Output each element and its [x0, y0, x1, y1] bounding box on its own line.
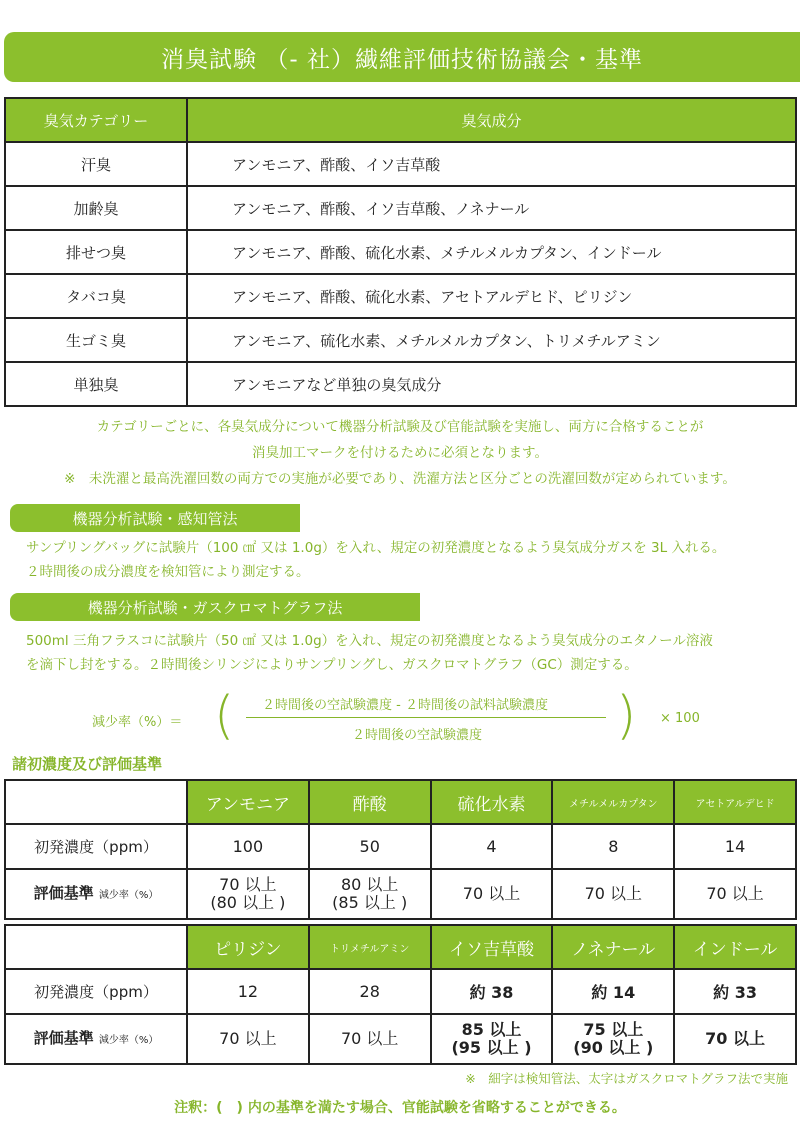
category-cell: 排せつ臭 [5, 230, 187, 274]
row-label [5, 1014, 187, 1064]
header-cell: 硫化水素 [431, 780, 553, 824]
components-cell: アンモニア、酢酸、硫化水素、メチルメルカプタン、インドール [187, 230, 796, 274]
header-cell: アンモニア [187, 780, 309, 824]
components-cell: アンモニア、酢酸、イソ吉草酸、ノネナール [187, 186, 796, 230]
section1-line-1: サンプリングバッグに試験片（100 ㎠ 又は 1.0g）を入れ、規定の初発濃度となるよう臭気成分ガスを 3L 入れる。 [26, 540, 726, 556]
header-cell: トリメチルアミン [309, 925, 431, 969]
criteria-main: 70 以上 [219, 875, 277, 894]
criteria-row [5, 1014, 796, 1064]
note-line-1: カテゴリーごとに、各臭気成分について機器分析試験及び官能試験を実施し、両方に合格することが [96, 419, 704, 435]
row-label: 初発濃度（ppm） [5, 969, 187, 1014]
fraction-bar [246, 717, 606, 718]
header-cell: ピリジン [187, 925, 309, 969]
footnote-method: ※ 細字は検知管法、太字はガスクロマトグラフ法で実施 [465, 1071, 788, 1086]
section2-line-1: 500ml 三角フラスコに試験片（50 ㎠ 又は 1.0g）を入れ、規定の初発濃度となるよう臭気成分のエタノール溶液 [26, 633, 713, 649]
eval-table-1 [4, 779, 797, 920]
criteria-main: 70 以上 [462, 884, 521, 903]
section1-line-2: ２時間後の成分濃度を検知管により測定する。 [26, 564, 310, 580]
section-heading-detector-tube: 機器分析試験・感知管法 [10, 504, 300, 532]
components-cell: アンモニア、硫化水素、メチルメルカプタン、トリメチルアミン [187, 318, 796, 362]
row-label: 初発濃度（ppm） [5, 824, 187, 869]
open-paren: ( [214, 686, 235, 746]
blank-cell [5, 925, 187, 969]
header-components: 臭気成分 [187, 98, 796, 142]
value-cell: 4 [431, 824, 553, 869]
category-cell: 単独臭 [5, 362, 187, 406]
header-category: 臭気カテゴリー [5, 98, 187, 142]
value-cell: 50 [309, 824, 431, 869]
formula-multiplier: × 100 [660, 711, 700, 726]
criteria-sublabel: 減少率（%） [98, 889, 159, 901]
eval-header-row [5, 780, 796, 824]
value-cell: 約 14 [552, 969, 674, 1014]
section-heading-gas-chromatography: 機器分析試験・ガスクロマトグラフ法 [10, 593, 420, 621]
category-cell: タバコ臭 [5, 274, 187, 318]
table-row [5, 186, 796, 230]
criteria-alt: (95 以上 ) [451, 1038, 532, 1057]
header-cell: インドール [674, 925, 796, 969]
eval-heading: 諸初濃度及び評価基準 [12, 755, 163, 773]
blank-cell [5, 780, 187, 824]
table-row [5, 362, 796, 406]
criteria-main: 85 以上 [461, 1020, 522, 1039]
header-cell: メチルメルカプタン [552, 780, 674, 824]
table-row [5, 318, 796, 362]
eval-header-row [5, 925, 796, 969]
criteria-sublabel: 減少率（%） [98, 1034, 159, 1046]
criteria-label: 評価基準 [33, 883, 94, 902]
eval-table-2 [4, 924, 797, 1065]
value-cell [187, 1014, 309, 1064]
criteria-alt: (90 以上 ) [573, 1038, 654, 1057]
value-cell [552, 869, 674, 919]
value-cell: 28 [309, 969, 431, 1014]
table-row [5, 274, 796, 318]
value-cell [431, 869, 553, 919]
value-cell [552, 1014, 674, 1064]
reduction-rate-formula [0, 686, 800, 756]
close-paren: ) [616, 686, 637, 746]
header-cell: ノネナール [552, 925, 674, 969]
criteria-main: 80 以上 [340, 875, 399, 894]
value-cell [674, 1014, 796, 1064]
footnote-annotation: 注釈：( ) 内の基準を満たす場合、官能試験を省略することができる。 [174, 1100, 626, 1116]
value-cell: 100 [187, 824, 309, 869]
value-cell [309, 869, 431, 919]
criteria-label: 評価基準 [33, 1028, 94, 1047]
value-cell [187, 869, 309, 919]
criteria-main: 70 以上 [706, 884, 764, 903]
value-cell: 約 38 [431, 969, 553, 1014]
table-row [5, 142, 796, 186]
category-cell: 加齢臭 [5, 186, 187, 230]
components-cell: アンモニア、酢酸、イソ吉草酸 [187, 142, 796, 186]
formula-numerator: ２時間後の空試験濃度 - ２時間後の試料試験濃度 [262, 698, 548, 713]
value-cell: 14 [674, 824, 796, 869]
formula-lhs: 減少率（%）＝ [92, 715, 183, 730]
category-cell: 生ゴミ臭 [5, 318, 187, 362]
section2-line-2: を滴下し封をする。２時間後シリンジによりサンプリングし、ガスクロマトグラフ（GC）測定する。 [26, 657, 638, 673]
criteria-main: 70 以上 [219, 1029, 277, 1048]
odor-category-table [4, 97, 797, 407]
value-cell [431, 1014, 553, 1064]
criteria-alt: (80 以上 ) [210, 893, 286, 912]
value-cell: 8 [552, 824, 674, 869]
components-cell: アンモニアなど単独の臭気成分 [187, 362, 796, 406]
value-cell: 12 [187, 969, 309, 1014]
initial-concentration-row [5, 824, 796, 869]
header-cell: イソ吉草酸 [431, 925, 553, 969]
value-cell [309, 1014, 431, 1064]
row-label [5, 869, 187, 919]
value-cell: 約 33 [674, 969, 796, 1014]
table-header-row [5, 98, 796, 142]
note-line-3: ※ 未洗濯と最高洗濯回数の両方での実施が必要であり、洗濯方法と区分ごとの洗濯回数が定められています。 [64, 471, 736, 487]
header-cell: 酢酸 [309, 780, 431, 824]
value-cell [674, 869, 796, 919]
criteria-main: 70 以上 [705, 1029, 766, 1048]
criteria-main: 70 以上 [584, 884, 643, 903]
page-title: 消臭試験 （- 社）繊維評価技術協議会・基準 [4, 32, 800, 82]
criteria-main: 75 以上 [583, 1020, 644, 1039]
formula-denominator: ２時間後の空試験濃度 [352, 728, 483, 743]
criteria-main: 70 以上 [340, 1029, 399, 1048]
components-cell: アンモニア、酢酸、硫化水素、アセトアルデヒド、ピリジン [187, 274, 796, 318]
criteria-row [5, 869, 796, 919]
header-cell: アセトアルデヒド [674, 780, 796, 824]
criteria-alt: (85 以上 ) [332, 893, 408, 912]
initial-concentration-row [5, 969, 796, 1014]
category-cell: 汗臭 [5, 142, 187, 186]
table-row [5, 230, 796, 274]
note-line-2: 消臭加工マークを付けるために必須となります。 [252, 445, 548, 461]
